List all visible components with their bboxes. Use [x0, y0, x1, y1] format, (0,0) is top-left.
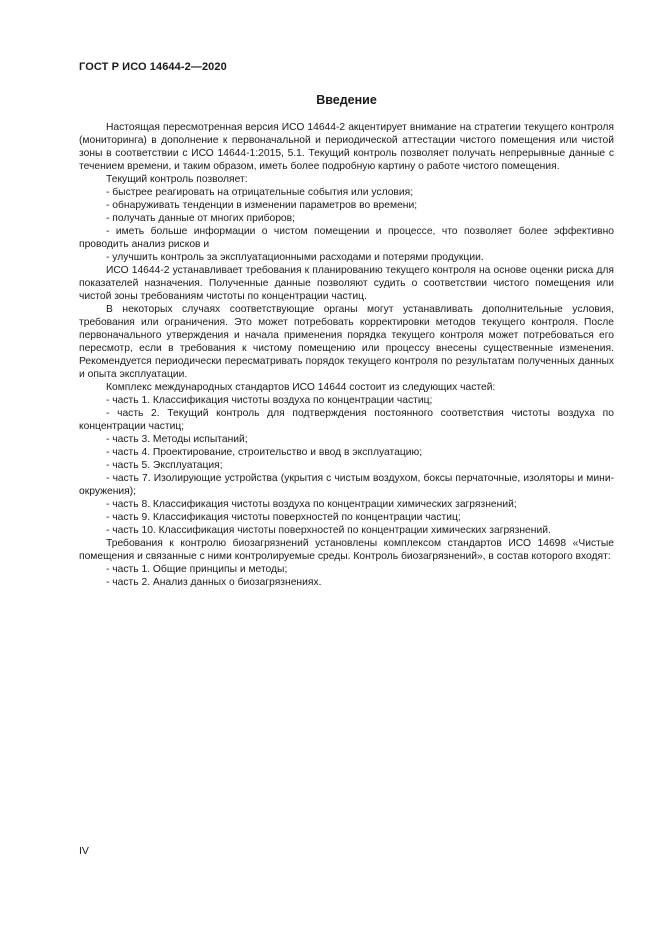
list-item: - получать данные от многих приборов;: [106, 213, 295, 224]
list-item: - иметь больше информации о чистом помещении и процессе, что позволяет более эффективно проводить анализ рисков и: [79, 226, 614, 250]
section-title: Введение: [316, 93, 377, 107]
list-item: - улучшить контроль за эксплуатационными расходами и потерями продукции.: [106, 252, 484, 263]
list-item: - часть 9. Классификация чистоты поверхностей по концентрации частиц;: [106, 512, 461, 523]
list-item: - часть 2. Анализ данных о биозагрязнениях.: [106, 577, 322, 588]
list-item: - часть 1. Общие принципы и методы;: [106, 564, 288, 575]
paragraph-monitoring-lead: Текущий контроль позволяет:: [106, 174, 248, 185]
paragraph-standards-lead: Комплекс международных стандартов ИСО 14644 состоит из следующих частей:: [106, 382, 496, 393]
list-item: - часть 3. Методы испытаний;: [106, 434, 248, 445]
paragraph-biocontamination: Требования к контролю биозагрязнений установлены комплексом стандартов ИСО 14698 «Чистые помещения и связанные с ними контролируемые среды. Контроль биозагрязнений», в состав которого входят:: [79, 538, 614, 562]
main-content: [79, 121, 614, 589]
list-item: - обнаруживать тенденции в изменении параметров во времени;: [106, 200, 418, 211]
paragraph-intro: Настоящая пересмотренная версия ИСО 14644-2 акцентирует внимание на стратегии текущего контроля (мониторинга) в дополнение к первоначальной и периодической аттестации чистого помещения или чистой зоны в соответствии с ИСО 14644-1:2015, 5.1. Текущий контроль позволяет получать непрерывные данные с течением времени, и таким образом, иметь более подробную картину о работе чистого помещения.: [79, 122, 614, 172]
document-header: ГОСТ Р ИСО 14644-2—2020: [79, 61, 227, 73]
list-item: - часть 4. Проектирование, строительство и ввод в эксплуатацию;: [106, 447, 423, 458]
list-item: - часть 8. Классификация чистоты воздуха по концентрации химических загрязнений;: [106, 499, 517, 510]
page-number: IV: [79, 845, 89, 857]
list-item: - часть 7. Изолирующие устройства (укрытия с чистым воздухом, боксы перчаточные, изоляторы и мини-окружения);: [79, 473, 614, 497]
list-item: - часть 10. Классификация чистоты поверхностей по концентрации химических загрязнений.: [106, 525, 551, 536]
paragraph-conditions: В некоторых случаях соответствующие органы могут устанавливать дополнительные условия, требования или ограничения. Это может потребовать корректировки методов текущего контроля. После первоначального утверждения и начала применения порядка текущего контроля может потребоваться его пересмотр, если в требования к чистому помещению или процессу внесены существенные изменения. Рекомендуется периодически пересматривать порядок текущего контроля по результатам полученных данных и опыта эксплуатации.: [79, 304, 614, 380]
list-item: - часть 2. Текущий контроль для подтверждения постоянного соответствия чистоты воздуха по концентрации частиц;: [79, 408, 614, 432]
list-item: - часть 5. Эксплуатация;: [106, 460, 223, 471]
paragraph-requirements: ИСО 14644-2 устанавливает требования к планированию текущего контроля на основе оценки риска для показателей назначения. Полученные данные позволяют судить о соответствии чистого помещения или чистой зоны требованиям чистоты по концентрации частиц.: [79, 265, 614, 302]
list-item: - часть 1. Классификация чистоты воздуха по концентрации частиц;: [106, 395, 433, 406]
list-item: - быстрее реагировать на отрицательные события или условия;: [106, 187, 414, 198]
